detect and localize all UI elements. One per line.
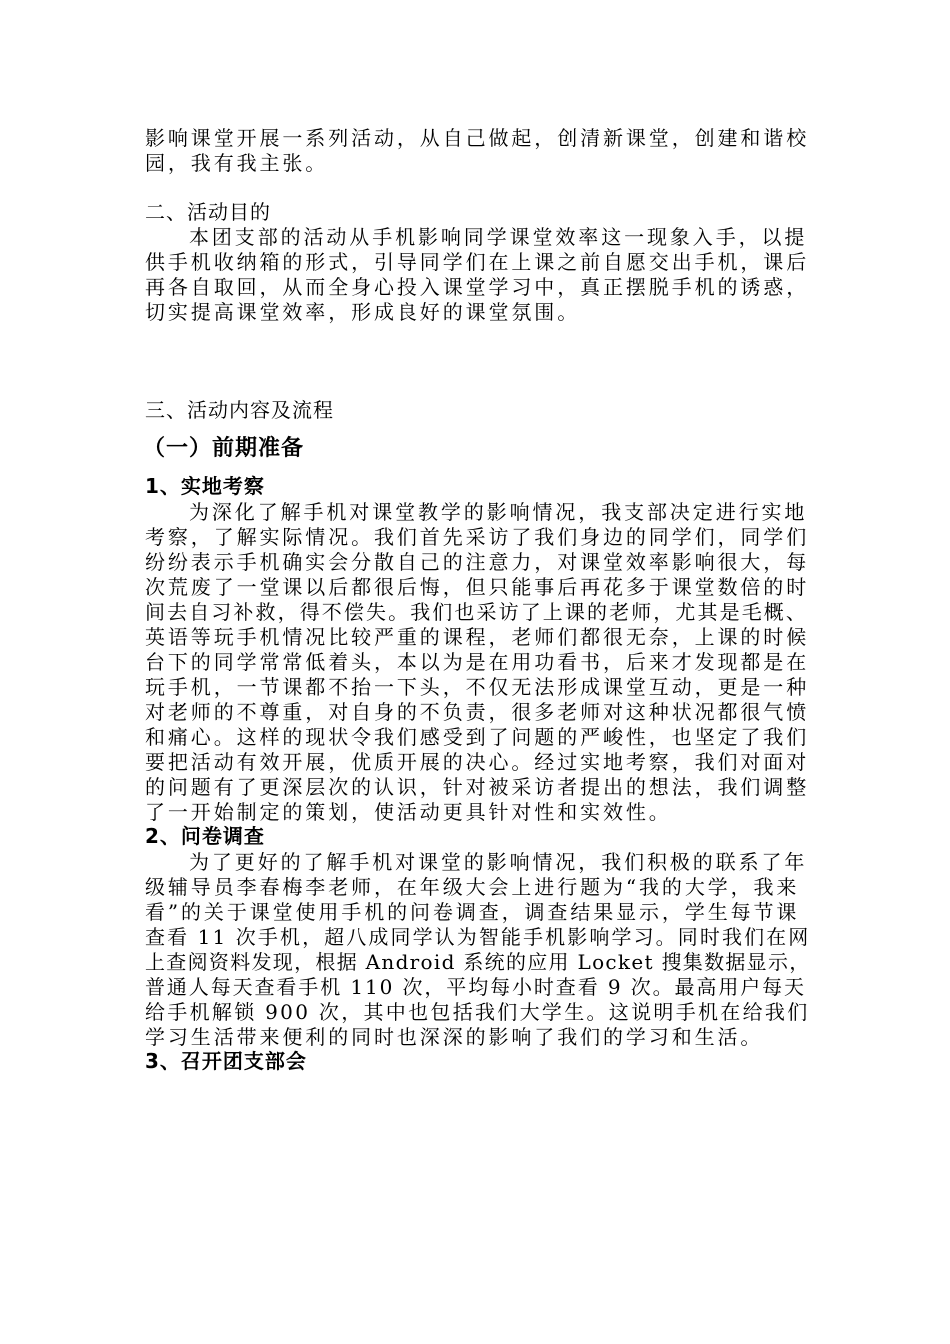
paragraph-line: 间去自习补救，得不偿失。我们也采访了上课的老师，尤其是毛概、 <box>145 600 808 624</box>
paragraph-line: 看”的关于课堂使用手机的问卷调查，调查结果显示，学生每节课 <box>145 900 800 924</box>
paragraph-line: 学习生活带来便利的同时也深深的影响了我们的学习和生活。 <box>145 1025 764 1049</box>
paragraph-line: 本团支部的活动从手机影响同学课堂效率这一现象入手，以提 <box>189 225 808 249</box>
paragraph-line: 纷纷表示手机确实会分散自己的注意力，对课堂效率影响很大，每 <box>145 550 810 574</box>
paragraph-line: 切实提高课堂效率，形成良好的课堂氛围。 <box>145 300 581 324</box>
item-heading: 1、实地考察 <box>145 474 265 498</box>
item-heading: 3、召开团支部会 <box>145 1049 307 1073</box>
paragraph-line: 园，我有我主张。 <box>145 151 329 175</box>
paragraph-line: 了一开始制定的策划，使活动更具针对性和实效性。 <box>145 800 672 824</box>
paragraph-line: 再各自取回，从而全身心投入课堂学习中，真正摆脱手机的诱惑， <box>145 275 810 299</box>
section-heading: 三、活动内容及流程 <box>145 398 334 422</box>
paragraph-line: 级辅导员李春梅李老师，在年级大会上进行题为“我的大学，我来 <box>145 875 800 899</box>
subsection-heading: （一）前期准备 <box>143 436 305 461</box>
paragraph-line: 普通人每天查看手机 110 次，平均每小时查看 9 次。最高用户每天 <box>145 975 806 999</box>
paragraph-line: 次荒废了一堂课以后都很后悔，但只能事后再花多于课堂数倍的时 <box>145 575 810 599</box>
paragraph-line: 给手机解锁 900 次，其中也包括我们大学生。这说明手机在给我们 <box>145 1000 810 1024</box>
item-heading: 2、问卷调查 <box>145 824 265 848</box>
paragraph-line: 玩手机，一节课都不抬一下头，不仅无法形成课堂互动，更是一种 <box>145 675 810 699</box>
paragraph-line: 供手机收纳箱的形式，引导同学们在上课之前自愿交出手机，课后 <box>145 250 810 274</box>
paragraph-line: 为深化了解手机对课堂教学的影响情况，我支部决定进行实地 <box>189 500 808 524</box>
paragraph-line: 对老师的不尊重，对自身的不负责，很多老师对这种状况都很气愤 <box>145 700 810 724</box>
paragraph-line: 要把活动有效开展，优质开展的决心。经过实地考察，我们对面对 <box>145 750 810 774</box>
paragraph-line: 和痛心。这样的现状令我们感受到了问题的严峻性，也坚定了我们 <box>145 725 810 749</box>
section-heading: 二、活动目的 <box>145 200 271 224</box>
paragraph-line: 英语等玩手机情况比较严重的课程，老师们都很无奈，上课的时候 <box>145 625 810 649</box>
paragraph-line: 为了更好的了解手机对课堂的影响情况，我们积极的联系了年 <box>189 850 808 874</box>
paragraph-line: 的问题有了更深层次的认识，针对被采访者提出的想法，我们调整 <box>145 775 810 799</box>
paragraph-line: 影响课堂开展一系列活动，从自己做起，创清新课堂，创建和谐校 <box>145 126 810 150</box>
paragraph-line: 台下的同学常常低着头，本以为是在用功看书，后来才发现都是在 <box>145 650 810 674</box>
paragraph-line: 查看 11 次手机，超八成同学认为智能手机影响学习。同时我们在网 <box>145 925 811 949</box>
paragraph-line: 上查阅资料发现，根据 Android 系统的应用 Locket 搜集数据显示， <box>145 950 811 974</box>
paragraph-line: 考察，了解实际情况。我们首先采访了我们身边的同学们，同学们 <box>145 525 810 549</box>
